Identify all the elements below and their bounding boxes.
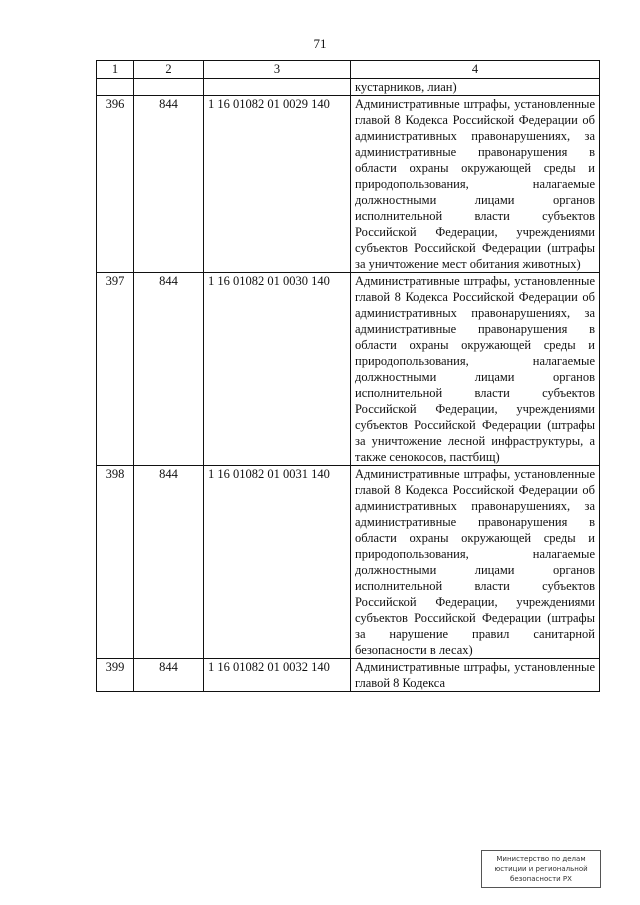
row-description: Административные штрафы, установленные главой 8 Кодекса Российской Федерации об административных правонарушениях, за административные правонарушения в области охраны окружающей среды и природопользования, налагаемые должностными лицами органов исполнительной власти субъектов Российской Федерации, учреждениями субъектов Российской Федерации (штрафы за нарушение правил санитарной безопасности в лесах) [351, 466, 600, 659]
budget-code: 1 16 01082 01 0030 140 [204, 273, 351, 466]
row-description: Административные штрафы, установленные главой 8 Кодекса [351, 659, 600, 692]
row-number: 399 [97, 659, 134, 692]
table-row [97, 273, 600, 466]
row-description: Административные штрафы, установленные главой 8 Кодекса Российской Федерации об административных правонарушениях, за административные правонарушения в области охраны окружающей среды и природопользования, налагаемые должностными лицами органов исполнительной власти субъектов Российской Федерации, учреждениями субъектов Российской Федерации (штрафы за уничтожение лесной инфраструктуры, а также сенокосов, пастбищ) [351, 273, 600, 466]
col-header-3: 3 [204, 61, 351, 79]
cell-empty [97, 79, 134, 96]
admin-code: 844 [134, 273, 204, 466]
stamp-line: безопасности РХ [510, 875, 572, 883]
ministry-stamp [481, 850, 601, 888]
admin-code: 844 [134, 659, 204, 692]
page-number: 71 [313, 36, 327, 51]
row-description: Административные штрафы, установленные главой 8 Кодекса Российской Федерации об административных правонарушениях, за административные правонарушения в области охраны окружающей среды и природопользования, налагаемые должностными лицами органов исполнительной власти субъектов Российской Федерации, учреждениями субъектов Российской Федерации (штрафы за уничтожение мест обитания животных) [351, 96, 600, 273]
continuation-row [97, 79, 600, 96]
admin-code: 844 [134, 96, 204, 273]
budget-code: 1 16 01082 01 0029 140 [204, 96, 351, 273]
col-header-1: 1 [97, 61, 134, 79]
admin-code: 844 [134, 466, 204, 659]
cell-empty [204, 79, 351, 96]
table-row [97, 466, 600, 659]
row-number: 398 [97, 466, 134, 659]
cell-empty [134, 79, 204, 96]
stamp-line: Министерство по делам [496, 855, 586, 863]
budget-code: 1 16 01082 01 0032 140 [204, 659, 351, 692]
col-header-4: 4 [351, 61, 600, 79]
budget-codes-table [96, 60, 600, 692]
table-row [97, 659, 600, 692]
budget-code: 1 16 01082 01 0031 140 [204, 466, 351, 659]
table-header-row [97, 61, 600, 79]
row-number: 396 [97, 96, 134, 273]
table-row [97, 96, 600, 273]
continuation-text: кустарников, лиан) [351, 79, 600, 96]
row-number: 397 [97, 273, 134, 466]
stamp-line: юстиции и региональной [494, 865, 588, 873]
col-header-2: 2 [134, 61, 204, 79]
